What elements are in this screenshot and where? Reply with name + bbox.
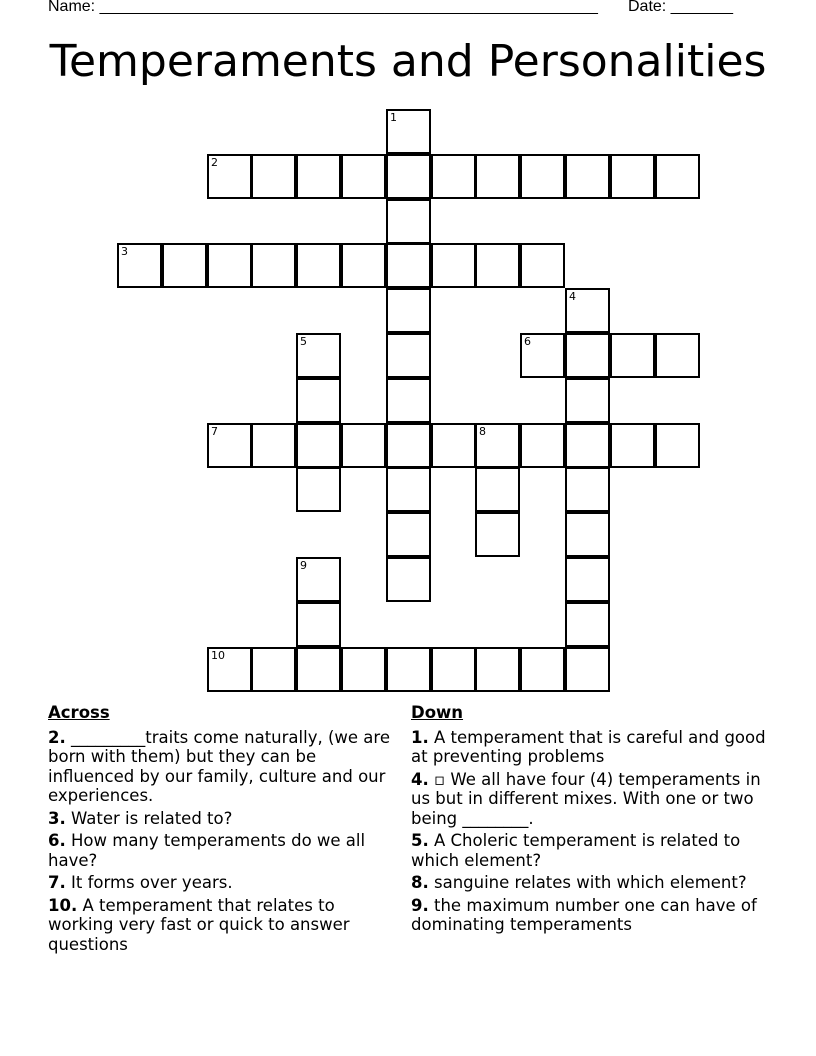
- clue-number: 2.: [48, 727, 66, 747]
- across-clues: [48, 703, 393, 957]
- clue-down-9: [411, 896, 771, 935]
- cell-number: 8: [479, 425, 486, 438]
- name-blank[interactable]: ________________________________________________________: [99, 0, 598, 15]
- grid-cell[interactable]: [565, 557, 610, 602]
- clue-number: 4.: [411, 769, 429, 789]
- grid-cell[interactable]: [117, 243, 162, 288]
- cell-number: 3: [121, 245, 128, 258]
- grid-cell[interactable]: [386, 647, 431, 692]
- grid-cell[interactable]: [296, 423, 341, 468]
- grid-cell[interactable]: [386, 423, 431, 468]
- clue-number: 6.: [48, 831, 66, 850]
- grid-cell[interactable]: [386, 557, 431, 602]
- grid-cell[interactable]: [251, 423, 296, 468]
- grid-cell[interactable]: [386, 243, 431, 288]
- clue-down-5: [411, 831, 771, 870]
- clue-text: It forms over years.: [71, 873, 233, 892]
- grid-cell[interactable]: [386, 288, 431, 333]
- clue-across-7: [48, 873, 393, 893]
- cell-number: 10: [211, 649, 225, 662]
- grid-cell[interactable]: [341, 154, 386, 199]
- grid-cell[interactable]: [207, 423, 252, 468]
- grid-cell[interactable]: [475, 154, 520, 199]
- clue-down-4: [411, 770, 771, 829]
- grid-cell[interactable]: [475, 423, 520, 468]
- page-title: Temperaments and Personalities: [49, 36, 767, 87]
- grid-cell[interactable]: [386, 199, 431, 244]
- grid-cell[interactable]: [341, 647, 386, 692]
- grid-cell[interactable]: [296, 602, 341, 647]
- grid-cell[interactable]: [251, 154, 296, 199]
- grid-cell[interactable]: [520, 333, 565, 378]
- date-blank[interactable]: _______: [670, 0, 733, 15]
- grid-cell[interactable]: [296, 647, 341, 692]
- date-label: Date:: [628, 0, 667, 15]
- cell-number: 4: [569, 290, 576, 303]
- cell-number: 9: [300, 559, 307, 572]
- grid-cell[interactable]: [386, 333, 431, 378]
- grid-cell[interactable]: [341, 423, 386, 468]
- clue-text: Water is related to?: [71, 808, 233, 828]
- clue-text: the maximum number one can have of dominating temperaments: [411, 895, 757, 934]
- grid-cell[interactable]: [610, 423, 655, 468]
- grid-cell[interactable]: [251, 647, 296, 692]
- cell-number: 2: [211, 156, 218, 169]
- clue-number: 7.: [48, 873, 66, 892]
- cell-number: 5: [300, 335, 307, 348]
- down-heading: Down: [411, 703, 464, 722]
- clue-text: A Choleric temperament is related to which element?: [411, 831, 741, 870]
- grid-cell[interactable]: [475, 467, 520, 512]
- grid-cell[interactable]: [431, 154, 476, 199]
- grid-cell[interactable]: [386, 467, 431, 512]
- grid-cell[interactable]: [565, 333, 610, 378]
- grid-cell[interactable]: [251, 243, 296, 288]
- grid-cell[interactable]: [475, 512, 520, 557]
- clue-across-10: [48, 896, 393, 955]
- cell-number: 1: [390, 111, 397, 124]
- clue-number: 8.: [411, 873, 429, 892]
- grid-cell[interactable]: [162, 243, 207, 288]
- grid-cell[interactable]: [475, 647, 520, 692]
- grid-cell[interactable]: [296, 557, 341, 602]
- grid-cell[interactable]: [565, 512, 610, 557]
- grid-cell[interactable]: [655, 423, 700, 468]
- clue-text: A temperament that relates to working very fast or quick to answer questions: [48, 895, 350, 954]
- clue-number: 5.: [411, 831, 429, 850]
- grid-cell[interactable]: [565, 154, 610, 199]
- grid-cell[interactable]: [520, 243, 565, 288]
- grid-cell[interactable]: [207, 647, 252, 692]
- grid-cell[interactable]: [565, 378, 610, 423]
- grid-cell[interactable]: [386, 154, 431, 199]
- grid-cell[interactable]: [207, 154, 252, 199]
- cell-number: 6: [524, 335, 531, 348]
- grid-cell[interactable]: [655, 333, 700, 378]
- grid-cell[interactable]: [386, 109, 431, 154]
- grid-cell[interactable]: [565, 647, 610, 692]
- grid-cell[interactable]: [655, 154, 700, 199]
- grid-cell[interactable]: [386, 512, 431, 557]
- clue-text: A temperament that is careful and good at preventing problems: [411, 727, 766, 766]
- clue-number: 3.: [48, 808, 66, 828]
- grid-cell[interactable]: [341, 243, 386, 288]
- grid-cell[interactable]: [565, 288, 610, 333]
- grid-cell[interactable]: [610, 154, 655, 199]
- grid-cell[interactable]: [520, 423, 565, 468]
- cell-number: 7: [211, 425, 218, 438]
- grid-cell[interactable]: [296, 154, 341, 199]
- grid-cell[interactable]: [565, 423, 610, 468]
- grid-cell[interactable]: [565, 602, 610, 647]
- clue-text: sanguine relates with which element?: [434, 873, 747, 892]
- grid-cell[interactable]: [296, 378, 341, 423]
- grid-cell[interactable]: [386, 378, 431, 423]
- clue-across-2: [48, 728, 393, 806]
- grid-cell[interactable]: [296, 333, 341, 378]
- down-clues: [411, 703, 771, 938]
- grid-cell[interactable]: [296, 243, 341, 288]
- clue-text: _________traits come naturally, (we are born with them) but they can be influenced by our family, culture and our experiences.: [48, 727, 390, 805]
- grid-cell[interactable]: [431, 647, 476, 692]
- clue-down-8: [411, 873, 771, 893]
- name-label: Name:: [48, 0, 96, 15]
- clue-number: 9.: [411, 895, 429, 915]
- grid-cell[interactable]: [296, 467, 341, 512]
- grid-cell[interactable]: [475, 243, 520, 288]
- grid-cell[interactable]: [431, 243, 476, 288]
- clue-number: 1.: [411, 727, 429, 747]
- clue-across-3: [48, 809, 393, 829]
- clue-text: How many temperaments do we all have?: [48, 831, 366, 870]
- clue-down-1: [411, 728, 771, 767]
- grid-cell[interactable]: [520, 647, 565, 692]
- grid-cell[interactable]: [610, 333, 655, 378]
- across-heading: Across: [48, 703, 110, 722]
- clue-number: 10.: [48, 895, 78, 915]
- grid-cell[interactable]: [207, 243, 252, 288]
- grid-cell[interactable]: [431, 423, 476, 468]
- grid-cell[interactable]: [565, 467, 610, 512]
- clue-text: ▫ We all have four (4) temperaments in us but in different mixes. With one or two being ________.: [411, 769, 761, 828]
- grid-cell[interactable]: [520, 154, 565, 199]
- clue-across-6: [48, 831, 393, 870]
